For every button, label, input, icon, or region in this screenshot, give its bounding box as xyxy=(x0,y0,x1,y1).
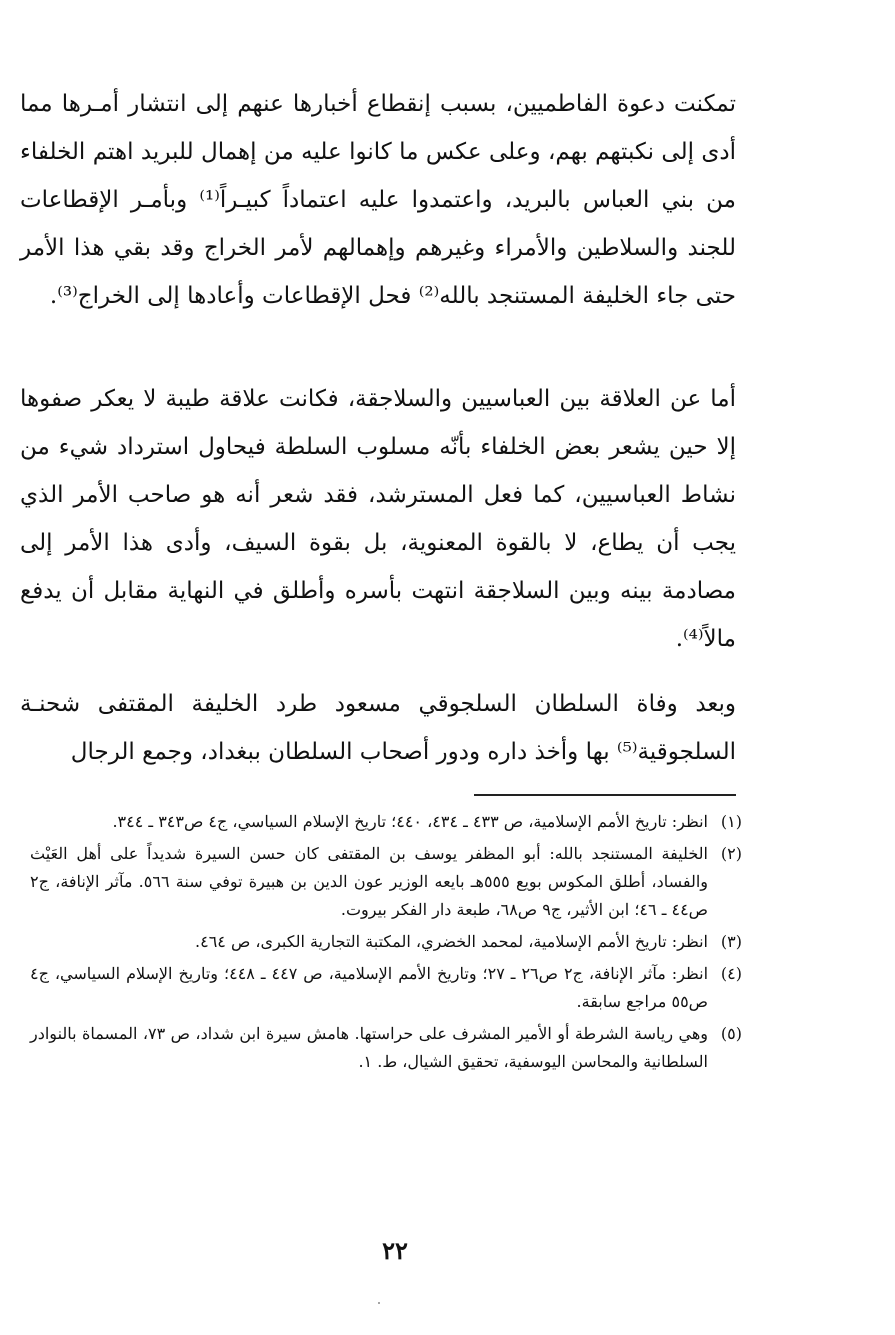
footnote-text: انظر: تاريخ الأمم الإسلامية، ص ٤٣٣ ـ ٤٣٤، ٤٤٠؛ تاريخ الإسلام السياسي، ج٤ ص٣٤٣ ـ ٣٤٤. xyxy=(112,812,708,831)
footnote-5 xyxy=(30,1020,742,1076)
footnote-divider xyxy=(474,794,736,796)
scan-speck xyxy=(378,1302,380,1304)
body-paragraph-3: وبعد وفاة السلطان السلجوقي مسعود طرد الخليفة المقتفى شحنـة السلجوقية⁽⁵⁾ بها وأخذ داره ودور أصحاب السلطان ببغداد، وجمع الرجال xyxy=(20,691,736,765)
footnote-text: انظر: مآثر الإنافة، ج٢ ص٢٦ ـ ٢٧؛ وتاريخ الأمم الإسلامية، ص ٤٤٧ ـ ٤٤٨؛ وتاريخ الإسلام السياسي، ج٤ ص٥٥ مراجع سابقة. xyxy=(30,964,709,1011)
footnote-number: (٤) xyxy=(720,964,742,983)
footnote-number: (٢) xyxy=(720,844,742,863)
footnote-number: (٥) xyxy=(720,1024,742,1043)
footnotes-list xyxy=(30,808,742,1080)
footnote-3 xyxy=(30,928,742,956)
footnote-2 xyxy=(30,840,742,924)
footnote-number: (١) xyxy=(720,812,742,831)
body-paragraph-1: تمكنت دعوة الفاطميين، بسبب إنقطاع أخبارها عنهم إلى انتشار أمـرها مما أدى إلى نكبتهم بهم، وعلى عكس ما كانوا عليه من إهمال للبريد اهتم الخلفاء من بني العباس بالبريد، واعتمدوا عليه اعتماداً كبيـراً⁽¹⁾ وبأمـر الإقطاعات للجند والسلاطين والأمراء وغيرهم وإهمالهم لأمر الخراج وقد بقي هذا الأمر حتى جاء الخليفة المستنجد بالله⁽²⁾ فحل الإقطاعات وأعادها إلى الخراج⁽³⁾. xyxy=(20,91,736,309)
footnote-text: وهي رياسة الشرطة أو الأمير المشرف على حراستها. هامش سيرة ابن شداد، ص ٧٣، المسماة بالنوادر السلطانية والمحاسن اليوسفية، تحقيق الشيال، ط. ١. xyxy=(30,1024,709,1071)
body-paragraph-2: أما عن العلاقة بين العباسيين والسلاجقة، فكانت علاقة طيبة لا يعكر صفوها إلا حين يشعر بعض الخلفاء بأنّه مسلوب السلطة فيحاول استرداد شيء من نشاط العباسيين، كما فعل المسترشد، فقد شعر أنه هو صاحب الأمر الذي يجب أن يطاع، لا بالقوة المعنوية، بل بقوة السيف، وأدى هذا الأمر إلى مصادمة بينه وبين السلاجقة انتهت بأسره وأطلق في النهاية مقابل أن يدفع مالاً⁽⁴⁾. xyxy=(20,386,736,652)
footnote-number: (٣) xyxy=(720,932,742,951)
footnote-1 xyxy=(30,808,742,836)
footnote-4 xyxy=(30,960,742,1016)
page-number: ٢٢ xyxy=(382,1236,408,1265)
footnote-text: الخليفة المستنجد بالله: أبو المظفر يوسف بن المقتفى كان حسن السيرة شديداً على أهل العَيْث والفساد، أطلق المكوس بويع ٥٥٥هـ بايعه الوزير عون الدين بن هبيرة توفي سنة ٥٦٦. مآثر الإنافة، ج٢ ص٤٤ ـ ٤٦؛ ابن الأثير، ج٩ ص٦٨، طبعة دار الفكر بيروت. xyxy=(30,844,708,919)
footnote-text: انظر: تاريخ الأمم الإسلامية، لمحمد الخضري، المكتبة التجارية الكبرى، ص ٤٦٤. xyxy=(195,932,708,951)
